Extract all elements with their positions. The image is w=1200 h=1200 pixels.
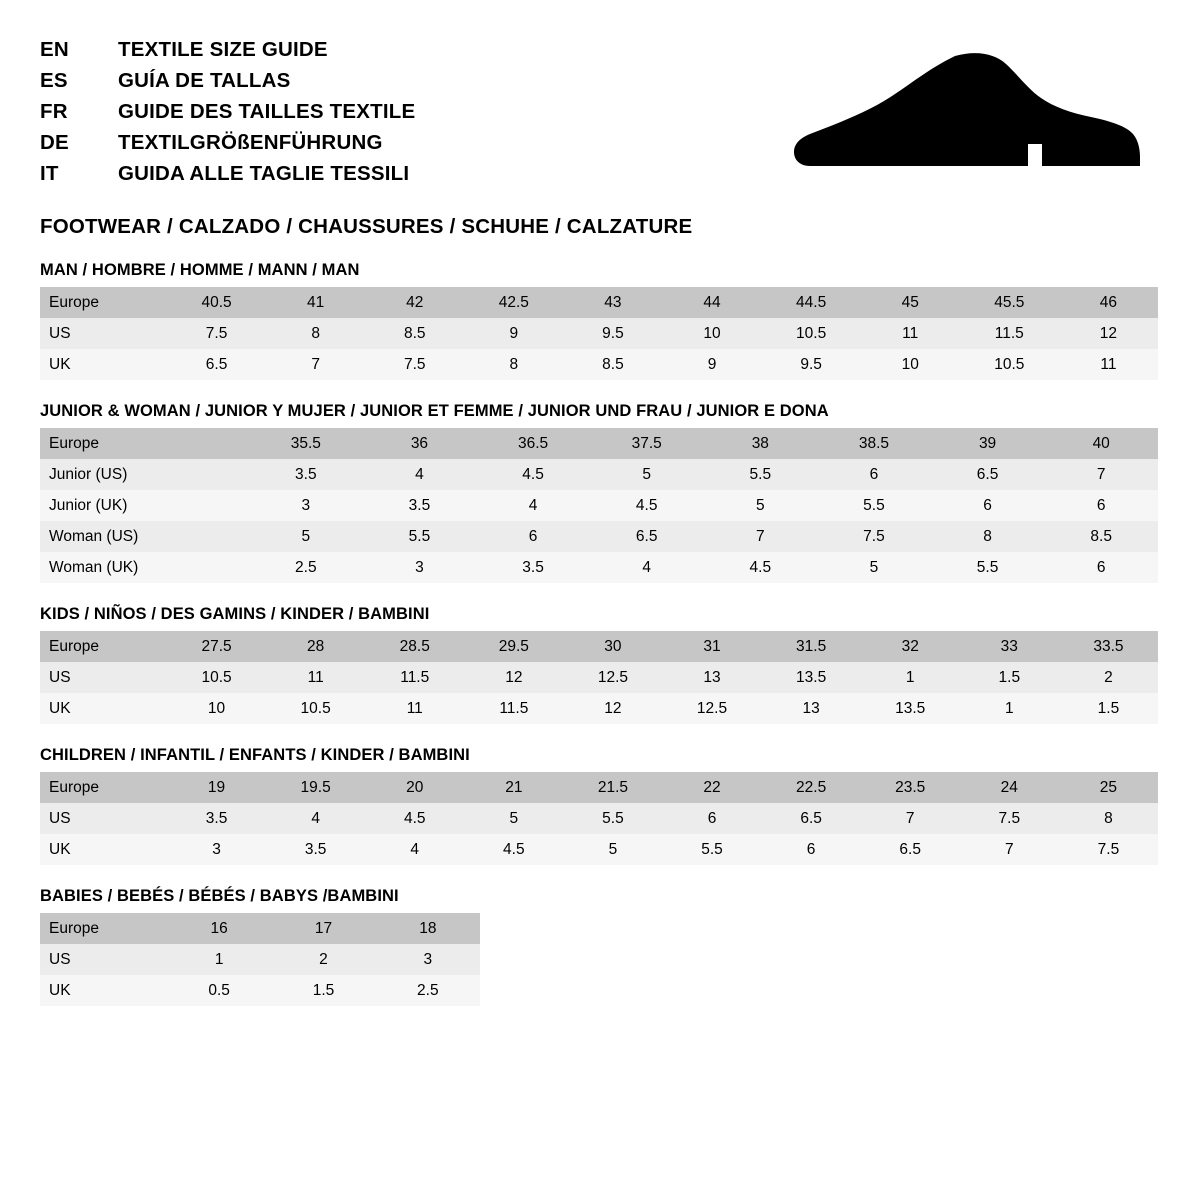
cell: 8 [1059, 803, 1158, 834]
row-label: Europe [40, 913, 167, 944]
language-code: FR [40, 100, 68, 123]
cell: 5.5 [363, 521, 477, 552]
size-table-babies [40, 913, 480, 1006]
cell: 11.5 [960, 318, 1059, 349]
language-row [40, 34, 415, 65]
cell: 5 [590, 459, 704, 490]
table-row [40, 803, 1158, 834]
cell: 4 [363, 459, 477, 490]
cell: 6 [1044, 490, 1158, 521]
size-table-junior-woman [40, 428, 1158, 583]
cell: 3.5 [167, 803, 266, 834]
cell: 40 [1044, 428, 1158, 459]
cell: 4 [590, 552, 704, 583]
cell: 10 [662, 318, 761, 349]
cell: 6 [1044, 552, 1158, 583]
cell: 13 [662, 662, 761, 693]
row-label: UK [40, 349, 167, 380]
cell: 40.5 [167, 287, 266, 318]
language-code: DE [40, 131, 69, 154]
cell: 9 [662, 349, 761, 380]
cell: 22 [662, 772, 761, 803]
cell: 0.5 [167, 975, 271, 1006]
cell: 4.5 [464, 834, 563, 865]
cell: 12 [464, 662, 563, 693]
cell: 8 [464, 349, 563, 380]
cell: 8.5 [1044, 521, 1158, 552]
cell: 13.5 [861, 693, 960, 724]
row-label: Junior (US) [40, 459, 249, 490]
cell: 12 [1059, 318, 1158, 349]
section-junior-woman [40, 402, 1160, 583]
table-row [40, 521, 1158, 552]
category-title: FOOTWEAR / CALZADO / CHAUSSURES / SCHUHE / CALZATURE [40, 215, 693, 238]
cell: 7 [861, 803, 960, 834]
cell: 5 [817, 552, 931, 583]
cell: 8.5 [365, 318, 464, 349]
cell: 10.5 [960, 349, 1059, 380]
cell: 7 [266, 349, 365, 380]
language-title: TEXTILGRÖßENFÜHRUNG [118, 131, 383, 154]
cell: 4.5 [590, 490, 704, 521]
table-row [40, 944, 480, 975]
cell: 12.5 [662, 693, 761, 724]
cell: 8 [931, 521, 1045, 552]
table-row [40, 318, 1158, 349]
cell: 19 [167, 772, 266, 803]
cell: 36 [363, 428, 477, 459]
cell: 10.5 [762, 318, 861, 349]
language-row [40, 96, 415, 127]
cell: 1.5 [1059, 693, 1158, 724]
row-label: US [40, 318, 167, 349]
cell: 36.5 [476, 428, 590, 459]
cell: 8.5 [563, 349, 662, 380]
table-row [40, 459, 1158, 490]
table-row [40, 772, 1158, 803]
section-man [40, 261, 1160, 380]
dress-shoe-icon [792, 48, 1142, 178]
cell: 10 [167, 693, 266, 724]
cell: 28.5 [365, 631, 464, 662]
cell: 9.5 [563, 318, 662, 349]
cell: 23.5 [861, 772, 960, 803]
cell: 10.5 [167, 662, 266, 693]
section-babies [40, 887, 1160, 1006]
cell: 28 [266, 631, 365, 662]
row-label: UK [40, 834, 167, 865]
cell: 5.5 [817, 490, 931, 521]
cell: 6 [476, 521, 590, 552]
cell: 4.5 [476, 459, 590, 490]
cell: 11.5 [464, 693, 563, 724]
language-row [40, 127, 415, 158]
cell: 2 [271, 944, 375, 975]
table-row [40, 975, 480, 1006]
cell: 44 [662, 287, 761, 318]
cell: 7.5 [960, 803, 1059, 834]
table-row [40, 349, 1158, 380]
table-row [40, 490, 1158, 521]
cell: 2 [1059, 662, 1158, 693]
language-code: EN [40, 38, 69, 61]
cell: 3 [363, 552, 477, 583]
cell: 37.5 [590, 428, 704, 459]
cell: 42.5 [464, 287, 563, 318]
cell: 11.5 [365, 662, 464, 693]
cell: 12 [563, 693, 662, 724]
cell: 7 [960, 834, 1059, 865]
cell: 7.5 [167, 318, 266, 349]
cell: 1 [167, 944, 271, 975]
cell: 9 [464, 318, 563, 349]
cell: 11 [365, 693, 464, 724]
cell: 1 [861, 662, 960, 693]
table-row [40, 631, 1158, 662]
row-label: UK [40, 975, 167, 1006]
cell: 9.5 [762, 349, 861, 380]
cell: 13 [762, 693, 861, 724]
cell: 22.5 [762, 772, 861, 803]
table-row [40, 287, 1158, 318]
cell: 5 [249, 521, 363, 552]
cell: 6 [662, 803, 761, 834]
cell: 10.5 [266, 693, 365, 724]
row-label: Europe [40, 428, 249, 459]
cell: 8 [266, 318, 365, 349]
cell: 7 [704, 521, 818, 552]
language-row [40, 158, 415, 189]
section-title: MAN / HOMBRE / HOMME / MANN / MAN [40, 261, 360, 279]
section-kids [40, 605, 1160, 724]
table-row [40, 913, 480, 944]
cell: 5 [704, 490, 818, 521]
cell: 7 [1044, 459, 1158, 490]
table-row [40, 662, 1158, 693]
cell: 5.5 [662, 834, 761, 865]
cell: 21.5 [563, 772, 662, 803]
cell: 25 [1059, 772, 1158, 803]
cell: 6 [931, 490, 1045, 521]
cell: 6.5 [590, 521, 704, 552]
cell: 4 [476, 490, 590, 521]
row-label: UK [40, 693, 167, 724]
cell: 31.5 [762, 631, 861, 662]
cell: 6 [817, 459, 931, 490]
size-table-children [40, 772, 1158, 865]
cell: 33 [960, 631, 1059, 662]
section-title: CHILDREN / INFANTIL / ENFANTS / KINDER / BAMBINI [40, 746, 470, 764]
cell: 6.5 [861, 834, 960, 865]
cell: 13.5 [762, 662, 861, 693]
cell: 35.5 [249, 428, 363, 459]
cell: 1.5 [960, 662, 1059, 693]
table-row [40, 834, 1158, 865]
cell: 4 [365, 834, 464, 865]
table-row [40, 693, 1158, 724]
cell: 11 [861, 318, 960, 349]
section-title: BABIES / BEBÉS / BÉBÉS / BABYS /BAMBINI [40, 887, 399, 905]
cell: 7.5 [365, 349, 464, 380]
cell: 3.5 [266, 834, 365, 865]
cell: 32 [861, 631, 960, 662]
cell: 42 [365, 287, 464, 318]
table-row [40, 428, 1158, 459]
row-label: US [40, 944, 167, 975]
cell: 4 [266, 803, 365, 834]
cell: 17 [271, 913, 375, 944]
cell: 30 [563, 631, 662, 662]
row-label: US [40, 803, 167, 834]
cell: 38.5 [817, 428, 931, 459]
cell: 39 [931, 428, 1045, 459]
cell: 43 [563, 287, 662, 318]
cell: 1.5 [271, 975, 375, 1006]
cell: 6.5 [762, 803, 861, 834]
cell: 19.5 [266, 772, 365, 803]
cell: 6.5 [931, 459, 1045, 490]
cell: 3 [249, 490, 363, 521]
cell: 7.5 [1059, 834, 1158, 865]
cell: 4.5 [365, 803, 464, 834]
language-title: GUIDE DES TAILLES TEXTILE [118, 100, 416, 123]
cell: 5.5 [563, 803, 662, 834]
cell: 3.5 [363, 490, 477, 521]
cell: 27.5 [167, 631, 266, 662]
language-row [40, 65, 415, 96]
cell: 3.5 [476, 552, 590, 583]
cell: 20 [365, 772, 464, 803]
row-label: Junior (UK) [40, 490, 249, 521]
cell: 6.5 [167, 349, 266, 380]
cell: 16 [167, 913, 271, 944]
cell: 5.5 [931, 552, 1045, 583]
cell: 45 [861, 287, 960, 318]
cell: 4.5 [704, 552, 818, 583]
language-title: GUÍA DE TALLAS [118, 69, 291, 92]
cell: 3 [376, 944, 480, 975]
size-table-kids [40, 631, 1158, 724]
row-label: Europe [40, 287, 167, 318]
size-table-man [40, 287, 1158, 380]
cell: 5.5 [704, 459, 818, 490]
cell: 1 [960, 693, 1059, 724]
language-code: ES [40, 69, 68, 92]
cell: 5 [464, 803, 563, 834]
table-row [40, 552, 1158, 583]
cell: 44.5 [762, 287, 861, 318]
cell: 12.5 [563, 662, 662, 693]
cell: 21 [464, 772, 563, 803]
cell: 41 [266, 287, 365, 318]
row-label: Woman (US) [40, 521, 249, 552]
language-header-list [40, 34, 415, 189]
language-title: GUIDA ALLE TAGLIE TESSILI [118, 162, 410, 185]
cell: 3.5 [249, 459, 363, 490]
cell: 2.5 [249, 552, 363, 583]
cell: 33.5 [1059, 631, 1158, 662]
cell: 5 [563, 834, 662, 865]
section-title: JUNIOR & WOMAN / JUNIOR Y MUJER / JUNIOR ET FEMME / JUNIOR UND FRAU / JUNIOR E DONA [40, 402, 829, 420]
language-code: IT [40, 162, 59, 185]
cell: 2.5 [376, 975, 480, 1006]
cell: 10 [861, 349, 960, 380]
cell: 11 [266, 662, 365, 693]
row-label: US [40, 662, 167, 693]
cell: 46 [1059, 287, 1158, 318]
row-label: Europe [40, 772, 167, 803]
cell: 31 [662, 631, 761, 662]
cell: 11 [1059, 349, 1158, 380]
row-label: Woman (UK) [40, 552, 249, 583]
cell: 45.5 [960, 287, 1059, 318]
cell: 6 [762, 834, 861, 865]
cell: 24 [960, 772, 1059, 803]
cell: 29.5 [464, 631, 563, 662]
cell: 7.5 [817, 521, 931, 552]
section-title: KIDS / NIÑOS / DES GAMINS / KINDER / BAMBINI [40, 605, 430, 623]
language-title: TEXTILE SIZE GUIDE [118, 38, 328, 61]
cell: 3 [167, 834, 266, 865]
cell: 38 [704, 428, 818, 459]
row-label: Europe [40, 631, 167, 662]
cell: 18 [376, 913, 480, 944]
section-children [40, 746, 1160, 865]
